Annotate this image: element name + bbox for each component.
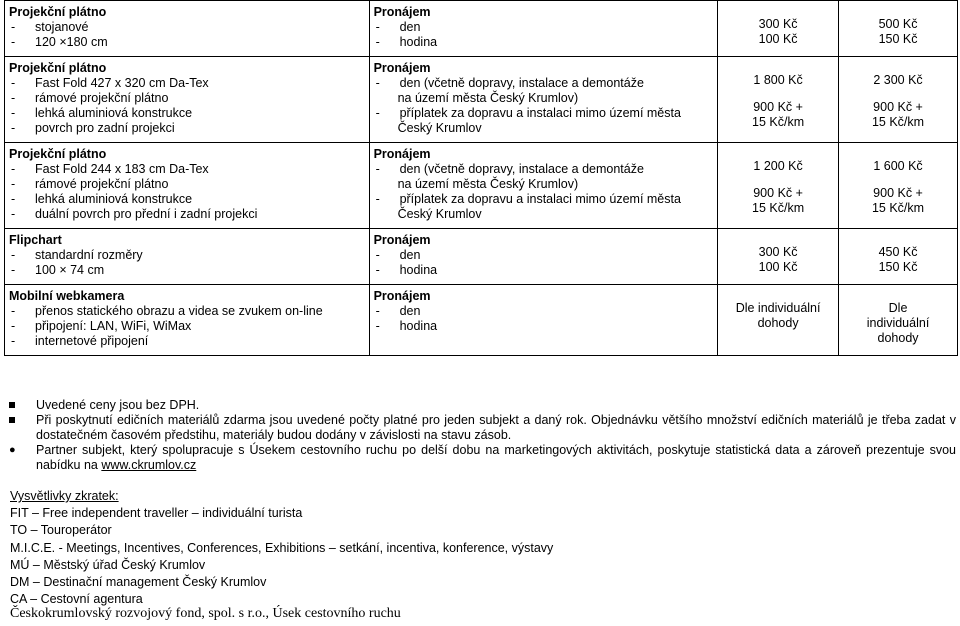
rental-heading: Pronájem (373, 289, 431, 303)
dash-bullet-icon: - (375, 35, 380, 49)
rental-cell (369, 229, 718, 285)
legend-item: CA – Cestovní agentura (10, 592, 143, 607)
price-value: 900 Kč + (753, 186, 803, 200)
price-value: Dle (888, 301, 908, 315)
rental-cell (369, 57, 718, 143)
item-detail (9, 207, 365, 222)
rental-line (374, 304, 714, 319)
rental-cell (369, 1, 718, 57)
legend-item: DM – Destinační management Český Krumlov (10, 575, 267, 590)
item-title: Projekční plátno (9, 147, 107, 161)
item-detail-text: 120 ×180 cm (35, 35, 108, 49)
item-detail (9, 248, 365, 263)
rental-line (374, 192, 714, 207)
price-cell-1 (718, 229, 839, 285)
legend-item: FIT – Free independent traveller – individuální turista (10, 506, 303, 521)
item-detail-text: povrch pro zadní projekci (35, 121, 175, 135)
spacer (722, 61, 834, 73)
item-detail (9, 121, 365, 136)
item-detail (9, 106, 365, 121)
price-value: 1 200 Kč (753, 159, 803, 173)
rental-line-text: den (včetně dopravy, instalace a demontáže (399, 162, 644, 176)
dash-bullet-icon: - (11, 319, 16, 333)
rental-line (374, 20, 714, 35)
price-value: 150 Kč (878, 32, 918, 46)
price-value: 15 Kč/km (871, 115, 925, 129)
item-detail (9, 162, 365, 177)
price-value: 150 Kč (878, 260, 918, 274)
item-title: Projekční plátno (9, 5, 107, 19)
item-detail-text: přenos statického obrazu a videa se zvukem on-line (35, 304, 323, 318)
price-row (5, 285, 958, 356)
item-detail (9, 177, 365, 192)
note-item: Při poskytnutí edičních materiálů zdarma jsou uvedené počty platné pro jeden subjekt a daný rok. Objednávku většího množství edičních materiálů je třeba zadat v dostatečném časovém předstihu, materiály budou dodány v závislosti na stavu zásob. (6, 413, 956, 443)
abbreviations-legend (10, 488, 553, 608)
item-detail-text: standardní rozměry (35, 248, 143, 262)
dash-bullet-icon: - (375, 162, 380, 176)
spacer (843, 233, 953, 245)
dash-bullet-icon: - (375, 263, 380, 277)
price-value: Dle individuální (735, 301, 821, 315)
rental-line-text: příplatek za dopravu a instalaci mimo území města (399, 192, 681, 206)
square-bullet-icon (9, 413, 33, 428)
spacer (843, 147, 953, 159)
item-cell (5, 143, 370, 229)
dash-bullet-icon: - (11, 207, 16, 221)
dash-bullet-icon: - (11, 35, 16, 49)
price-cell-2 (839, 57, 958, 143)
item-detail (9, 334, 365, 349)
item-detail (9, 263, 365, 278)
item-detail-text: duální povrch pro přední i zadní projekci (35, 207, 258, 221)
price-value: 1 600 Kč (873, 159, 923, 173)
spacer (843, 174, 953, 186)
item-title: Flipchart (9, 233, 62, 247)
item-title: Mobilní webkamera (9, 289, 125, 303)
rental-line-continuation: na území města Český Krumlov) (397, 177, 579, 191)
rental-line-text: den (399, 304, 421, 318)
dash-bullet-icon: - (375, 304, 380, 318)
spacer (722, 233, 834, 245)
price-cell-1 (718, 143, 839, 229)
dash-bullet-icon: - (11, 91, 16, 105)
rental-line (374, 162, 714, 177)
item-detail-text: 100 × 74 cm (35, 263, 105, 277)
price-cell-1 (718, 285, 839, 356)
item-cell (5, 57, 370, 143)
rental-line (374, 319, 714, 334)
rental-line (374, 248, 714, 263)
item-detail-text: lehká aluminiová konstrukce (35, 106, 193, 120)
rental-heading: Pronájem (373, 61, 431, 75)
dash-bullet-icon: - (11, 263, 16, 277)
item-title: Projekční plátno (9, 61, 107, 75)
price-value: individuální (866, 316, 930, 330)
legend-heading: Vysvětlivky zkratek: (10, 489, 119, 503)
spacer (843, 5, 953, 17)
item-detail-text: stojanové (35, 20, 89, 34)
rental-heading: Pronájem (373, 5, 431, 19)
price-cell-2 (839, 229, 958, 285)
price-value: dohody (877, 331, 919, 345)
price-value: 15 Kč/km (752, 115, 805, 129)
item-detail-text: Fast Fold 244 x 183 cm Da-Tex (35, 162, 209, 176)
item-detail-text: připojení: LAN, WiFi, WiMax (35, 319, 192, 333)
price-cell-2 (839, 1, 958, 57)
dash-bullet-icon: - (11, 162, 16, 176)
dash-bullet-icon: - (11, 121, 16, 135)
rental-cell (369, 143, 718, 229)
item-detail-text: Fast Fold 427 x 320 cm Da-Tex (35, 76, 209, 90)
item-detail (9, 304, 365, 319)
rental-line-continuation: Český Krumlov (397, 207, 482, 221)
dash-bullet-icon: - (11, 76, 16, 90)
item-detail (9, 319, 365, 334)
price-value: 450 Kč (878, 245, 918, 259)
spacer (722, 147, 834, 159)
price-value: 2 300 Kč (873, 73, 923, 87)
spacer (722, 289, 834, 301)
item-detail-text: rámové projekční plátno (35, 177, 169, 191)
dash-bullet-icon: - (11, 20, 16, 34)
dash-bullet-icon: - (11, 304, 16, 318)
price-row (5, 1, 958, 57)
rental-line (374, 35, 714, 50)
rental-line-text: den (399, 248, 421, 262)
spacer (843, 61, 953, 73)
dash-bullet-icon: - (375, 192, 380, 206)
price-value: 900 Kč + (753, 100, 803, 114)
rental-cell (369, 285, 718, 356)
dash-bullet-icon: - (11, 192, 16, 206)
spacer (722, 174, 834, 186)
dash-bullet-icon: - (375, 20, 380, 34)
rental-line-text: hodina (399, 319, 438, 333)
rental-heading: Pronájem (373, 233, 431, 247)
footer-text: Českokrumlovský rozvojový fond, spol. s r.o., Úsek cestovního ruchu (10, 606, 401, 621)
price-cell-2 (839, 285, 958, 356)
note-item: Uvedené ceny jsou bez DPH. (6, 398, 956, 413)
item-detail-text: rámové projekční plátno (35, 91, 169, 105)
note-item: ● Partner subjekt, který spolupracuje s Úsekem cestovního ruchu po delší dobu na marketingových aktivitách, poskytuje statistická data a zároveň prezentuje svou nabídku na www.ckrumlov.cz (9, 443, 956, 472)
dash-bullet-icon: - (375, 106, 380, 120)
rental-line-continuation: na území města Český Krumlov) (397, 91, 579, 105)
legend-item: M.I.C.E. - Meetings, Incentives, Conferences, Exhibitions – setkání, incentiva, konference, výstavy (10, 540, 554, 555)
price-value: 15 Kč/km (752, 201, 805, 215)
dash-bullet-icon: - (375, 76, 380, 90)
dash-bullet-icon: - (11, 106, 16, 120)
item-detail (9, 192, 365, 207)
rental-line-text: den (včetně dopravy, instalace a demontáže (399, 76, 644, 90)
dash-bullet-icon: - (11, 177, 16, 191)
item-detail-text: internetové připojení (35, 334, 149, 348)
spacer (843, 289, 953, 301)
item-cell (5, 229, 370, 285)
price-value: 15 Kč/km (871, 201, 925, 215)
spacer (722, 5, 834, 17)
price-row (5, 57, 958, 143)
price-value: 100 Kč (758, 32, 798, 46)
price-row (5, 229, 958, 285)
dash-bullet-icon: - (11, 248, 16, 262)
dash-bullet-icon: - (375, 248, 380, 262)
dash-bullet-icon: - (11, 334, 16, 348)
price-cell-1 (718, 57, 839, 143)
item-cell (5, 1, 370, 57)
price-value: dohody (757, 316, 799, 330)
square-bullet-icon (9, 398, 33, 413)
rental-line-text: hodina (399, 35, 438, 49)
item-detail (9, 76, 365, 91)
price-cell-1 (718, 1, 839, 57)
rental-line (374, 263, 714, 278)
dash-bullet-icon: - (375, 319, 380, 333)
spacer (722, 88, 834, 100)
item-cell (5, 285, 370, 356)
price-table (4, 0, 958, 356)
item-detail (9, 35, 365, 50)
rental-line-text: den (399, 20, 421, 34)
rental-line (374, 76, 714, 91)
price-value: 300 Kč (758, 245, 798, 259)
item-detail-text: lehká aluminiová konstrukce (35, 192, 193, 206)
price-value: 500 Kč (878, 17, 918, 31)
legend-item: MÚ – Městský úřad Český Krumlov (10, 557, 206, 572)
item-detail (9, 91, 365, 106)
item-detail (9, 20, 365, 35)
price-row (5, 143, 958, 229)
rental-line-text: hodina (399, 263, 438, 277)
bullet-icon: ● (9, 444, 16, 456)
price-value: 100 Kč (758, 260, 798, 274)
legend-item: TO – Touroperátor (10, 523, 112, 538)
rental-line-text: příplatek za dopravu a instalaci mimo území města (399, 106, 681, 120)
price-value: 900 Kč + (873, 100, 923, 114)
spacer (843, 88, 953, 100)
price-value: 1 800 Kč (753, 73, 803, 87)
price-value: 300 Kč (758, 17, 798, 31)
rental-line (374, 106, 714, 121)
price-value: 900 Kč + (873, 186, 923, 200)
price-cell-2 (839, 143, 958, 229)
website-link[interactable]: www.ckrumlov.cz (101, 458, 197, 472)
rental-heading: Pronájem (373, 147, 431, 161)
rental-line-continuation: Český Krumlov (397, 121, 482, 135)
notes-list (6, 398, 956, 473)
